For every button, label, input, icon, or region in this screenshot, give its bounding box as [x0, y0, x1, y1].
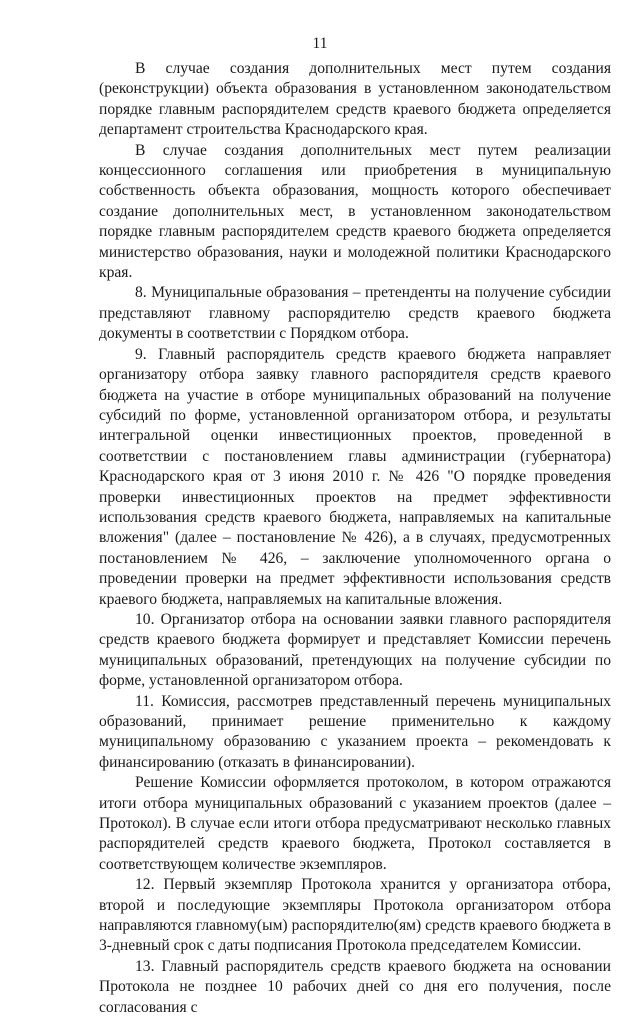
page-number: 11: [312, 35, 328, 52]
paragraph-13: 13. Главный распорядитель средств краевого бюджета на основании Протокола не позднее 10 рабочих дней со дня его получения, после согласования с: [99, 957, 611, 1016]
paragraph-construction: В случае создания дополнительных мест путем создания (реконструкции) объекта образования в установленном законодательством порядке главным распорядителем средств краевого бюджета определяется департамент строительства Краснодарского края.: [99, 60, 611, 139]
document-body: [99, 59, 611, 1018]
paragraph-commission-decision: Решение Комиссии оформляется протоколом, в котором отражаются итоги отбора муниципальных образований с указанием проектов (далее – Протокол). В случае если итоги отбора предусматривают несколько главных распорядителей средств краевого бюджета, Протокол составляется в соответствующем количестве экземпляров.: [99, 774, 611, 873]
paragraph-11: 11. Комиссия, рассмотрев представленный перечень муниципальных образований, принимает решение применительно к каждому муниципальному образованию с указанием проекта – рекомендовать к финансированию (отказать в финансировании).: [99, 692, 611, 771]
paragraph-9: 9. Главный распорядитель средств краевого бюджета направляет организатору отбора заявку главного распорядителя средств краевого бюджета на участие в отборе муниципальных образований на получение субсидий по форме, установленной организатором отбора, и результаты интегральной оценки инвестиционных проектов, проведенной в соответствии с постановлением главы администрации (губернатора) Краснодарского края от 3 июня 2010 г. № 426 "О порядке проведения проверки инвестиционных проектов на предмет эффективности использования средств краевого бюджета, направляемых на капитальные вложения" (далее – постановление № 426), а в случаях, предусмотренных постановлением № 426, – заключение уполномоченного органа о проведении проверки на предмет эффективности использования средств краевого бюджета, направляемых на капитальные вложения.: [99, 345, 611, 608]
paragraph-8: 8. Муниципальные образования – претенденты на получение субсидии представляют главному распорядителю средств краевого бюджета документы в соответствии с Порядком отбора.: [99, 284, 611, 343]
paragraph-concession: В случае создания дополнительных мест путем реализации концессионного соглашения или приобретения в муниципальную собственность объекта образования, мощность которого обеспечивает создание дополнительных мест, в установленном законодательством порядке главным распорядителем средств краевого бюджета определяется министерство образования, науки и молодежной политики Краснодарского края.: [99, 141, 611, 282]
paragraph-10: 10. Организатор отбора на основании заявки главного распорядителя средств краевого бюджета формирует и представляет Комиссии перечень муниципальных образований, претендующих на получение субсидии по форме, установленной организатором отбора.: [99, 610, 611, 690]
paragraph-12: 12. Первый экземпляр Протокола хранится у организатора отбора, второй и последующие экземпляры Протокола организатором отбора направляются главному(ым) распорядителю(ям) средств краевого бюджета в 3-дневный срок с даты подписания Протокола председателем Комиссии.: [99, 876, 611, 955]
